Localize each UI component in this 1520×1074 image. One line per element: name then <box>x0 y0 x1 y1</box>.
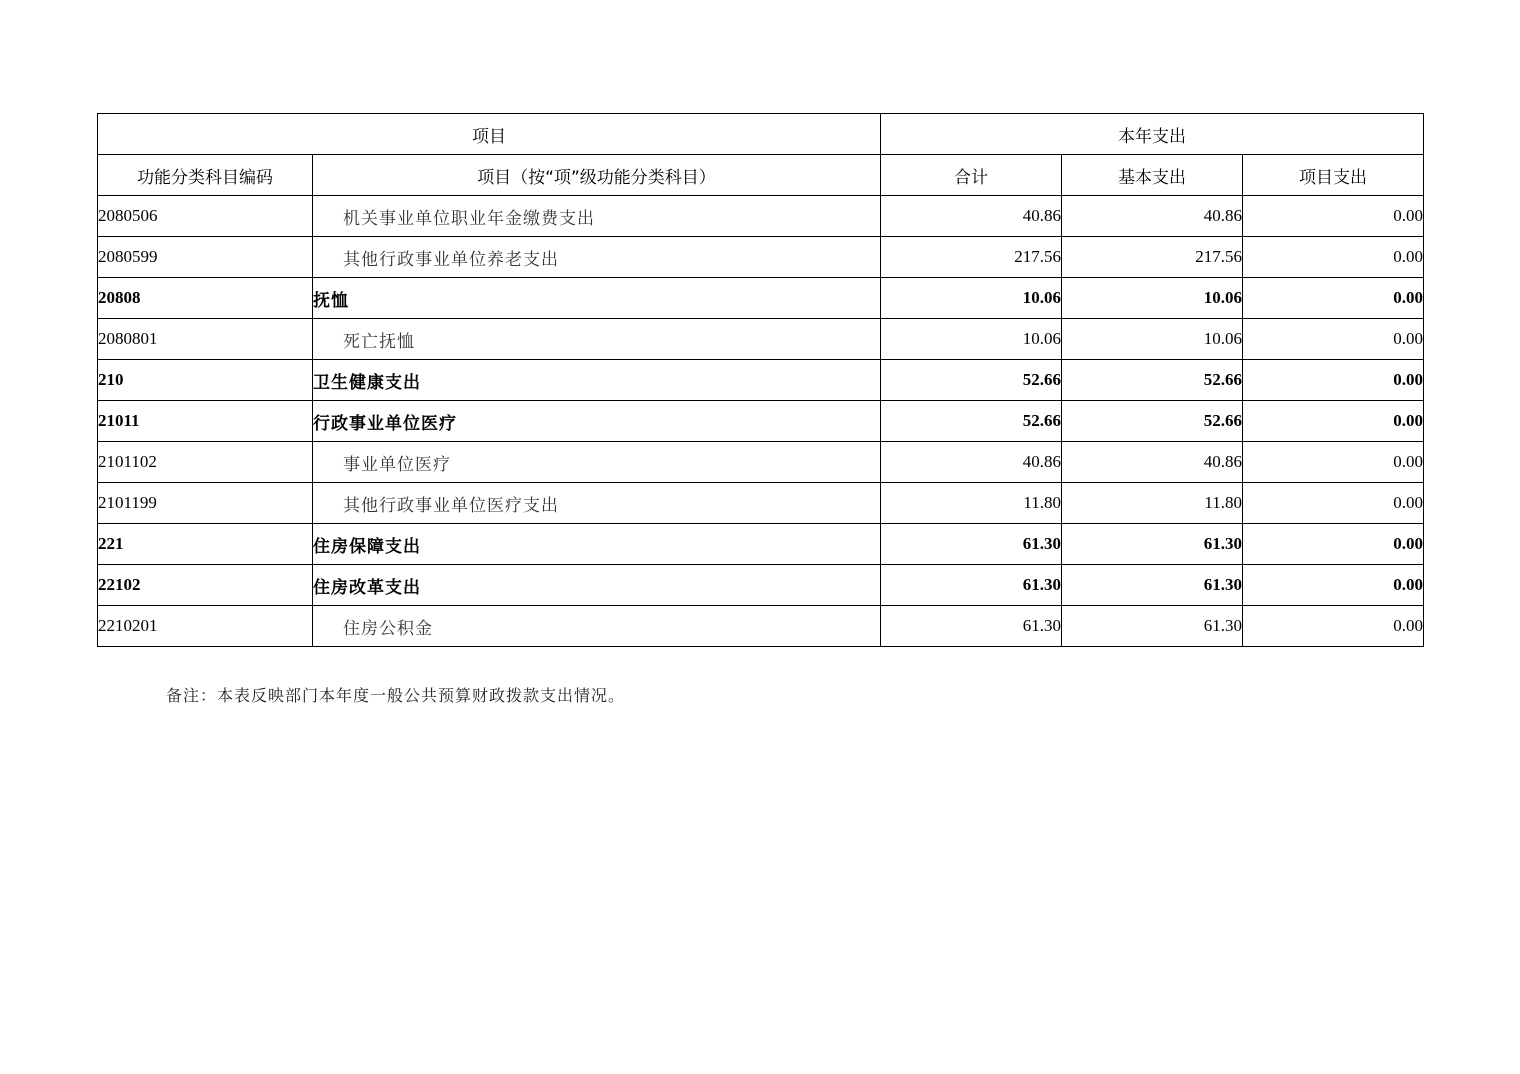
row-project: 0.00 <box>1243 196 1424 237</box>
row-project: 0.00 <box>1243 565 1424 606</box>
header-code: 功能分类科目编码 <box>98 155 313 196</box>
row-basic: 61.30 <box>1062 606 1243 647</box>
row-name: 其他行政事业单位养老支出 <box>313 237 881 278</box>
row-name: 行政事业单位医疗 <box>313 401 881 442</box>
row-code: 2101199 <box>98 483 313 524</box>
row-name: 死亡抚恤 <box>313 319 881 360</box>
row-basic: 40.86 <box>1062 442 1243 483</box>
row-total: 40.86 <box>881 196 1062 237</box>
table-row <box>98 196 1424 237</box>
row-project: 0.00 <box>1243 319 1424 360</box>
table-row <box>98 401 1424 442</box>
row-name: 机关事业单位职业年金缴费支出 <box>313 196 881 237</box>
row-project: 0.00 <box>1243 442 1424 483</box>
table-row <box>98 524 1424 565</box>
row-code: 221 <box>98 524 313 565</box>
row-basic: 40.86 <box>1062 196 1243 237</box>
row-project: 0.00 <box>1243 483 1424 524</box>
table-note: 备注：本表反映部门本年度一般公共预算财政拨款支出情况。 <box>166 686 626 705</box>
row-name: 住房公积金 <box>313 606 881 647</box>
table-row <box>98 360 1424 401</box>
header-name: 项目（按“项”级功能分类科目） <box>313 155 881 196</box>
row-project: 0.00 <box>1243 360 1424 401</box>
row-basic: 10.06 <box>1062 278 1243 319</box>
header-row-columns <box>98 155 1424 196</box>
row-code: 210 <box>98 360 313 401</box>
table-row <box>98 237 1424 278</box>
row-code: 21011 <box>98 401 313 442</box>
table-row <box>98 442 1424 483</box>
row-total: 217.56 <box>881 237 1062 278</box>
header-item-group: 项目 <box>98 114 881 155</box>
expenditure-table <box>97 113 1424 647</box>
row-code: 2210201 <box>98 606 313 647</box>
row-total: 10.06 <box>881 278 1062 319</box>
row-name: 住房保障支出 <box>313 524 881 565</box>
row-project: 0.00 <box>1243 278 1424 319</box>
row-code: 2080506 <box>98 196 313 237</box>
row-basic: 61.30 <box>1062 524 1243 565</box>
row-name: 抚恤 <box>313 278 881 319</box>
table-row <box>98 319 1424 360</box>
row-name: 事业单位医疗 <box>313 442 881 483</box>
table-row <box>98 565 1424 606</box>
table-row <box>98 483 1424 524</box>
row-total: 61.30 <box>881 606 1062 647</box>
row-total: 10.06 <box>881 319 1062 360</box>
row-total: 52.66 <box>881 360 1062 401</box>
header-basic: 基本支出 <box>1062 155 1243 196</box>
row-basic: 217.56 <box>1062 237 1243 278</box>
row-project: 0.00 <box>1243 401 1424 442</box>
row-basic: 61.30 <box>1062 565 1243 606</box>
table-row <box>98 278 1424 319</box>
header-row-group <box>98 114 1424 155</box>
row-code: 2080599 <box>98 237 313 278</box>
table-row <box>98 606 1424 647</box>
row-basic: 10.06 <box>1062 319 1243 360</box>
row-project: 0.00 <box>1243 606 1424 647</box>
row-code: 22102 <box>98 565 313 606</box>
row-name: 卫生健康支出 <box>313 360 881 401</box>
row-total: 61.30 <box>881 524 1062 565</box>
row-name: 其他行政事业单位医疗支出 <box>313 483 881 524</box>
row-basic: 52.66 <box>1062 401 1243 442</box>
row-project: 0.00 <box>1243 524 1424 565</box>
row-total: 11.80 <box>881 483 1062 524</box>
row-code: 20808 <box>98 278 313 319</box>
row-name: 住房改革支出 <box>313 565 881 606</box>
header-expense-group: 本年支出 <box>881 114 1424 155</box>
header-total: 合计 <box>881 155 1062 196</box>
row-code: 2080801 <box>98 319 313 360</box>
row-project: 0.00 <box>1243 237 1424 278</box>
row-total: 40.86 <box>881 442 1062 483</box>
row-total: 61.30 <box>881 565 1062 606</box>
row-basic: 11.80 <box>1062 483 1243 524</box>
row-basic: 52.66 <box>1062 360 1243 401</box>
header-project: 项目支出 <box>1243 155 1424 196</box>
row-total: 52.66 <box>881 401 1062 442</box>
row-code: 2101102 <box>98 442 313 483</box>
